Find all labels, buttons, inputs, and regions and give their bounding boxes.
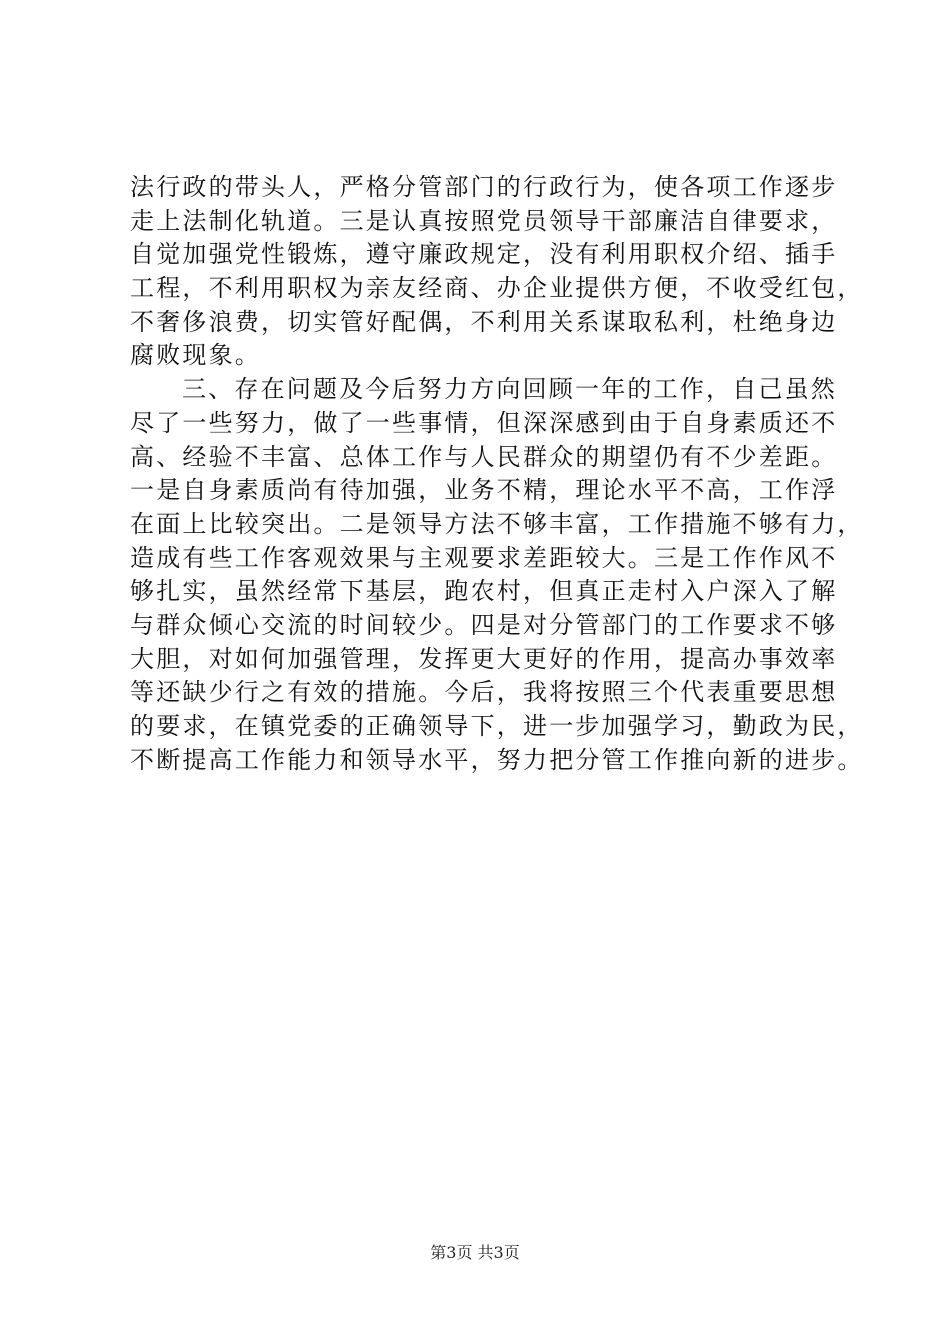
text-line: 在面上比较突出。二是领导方法不够丰富，工作措施不够有力， <box>130 509 864 538</box>
page-number-footer: 第3页 共3页 <box>430 1243 520 1262</box>
text-line: 等还缺少行之有效的措施。今后，我将按照三个代表重要思想 <box>130 678 838 707</box>
text-line: 高、经验不丰富、总体工作与人民群众的期望仍有不少差距。 <box>130 442 838 471</box>
text-line: 腐败现象。 <box>130 341 261 370</box>
text-line: 走上法制化轨道。三是认真按照党员领导干部廉洁自律要求， <box>130 206 838 235</box>
document-body <box>130 171 864 777</box>
text-line: 够扎实，虽然经常下基层，跑农村，但真正走村入户深入了解 <box>130 577 838 606</box>
text-line: 不断提高工作能力和领导水平，努力把分管工作推向新的进步。 <box>130 745 864 774</box>
text-line: 法行政的带头人，严格分管部门的行政行为，使各项工作逐步 <box>130 173 838 201</box>
text-line: 造成有些工作客观效果与主观要求差距较大。三是工作作风不 <box>130 543 838 572</box>
text-line: 与群众倾心交流的时间较少。四是对分管部门的工作要求不够 <box>130 610 838 639</box>
text-line: 工程，不利用职权为亲友经商、办企业提供方便，不收受红包， <box>130 274 864 303</box>
text-line: 不奢侈浪费，切实管好配偶，不利用关系谋取私利，杜绝身边 <box>130 307 838 336</box>
text-line: 尽了一些努力，做了一些事情，但深深感到由于自身素质还不 <box>130 408 838 437</box>
text-line: 一是自身素质尚有待加强，业务不精，理论水平不高，工作浮 <box>130 476 838 505</box>
text-line: 的要求，在镇党委的正确领导下，进一步加强学习，勤政为民， <box>130 712 864 740</box>
text-line: 大胆，对如何加强管理，发挥更大更好的作用，提高办事效率 <box>130 644 838 673</box>
section-heading-line: 三、存在问题及今后努力方向回顾一年的工作，自己虽然 <box>182 375 837 404</box>
text-line: 自觉加强党性锻炼，遵守廉政规定，没有利用职权介绍、插手 <box>130 240 838 269</box>
